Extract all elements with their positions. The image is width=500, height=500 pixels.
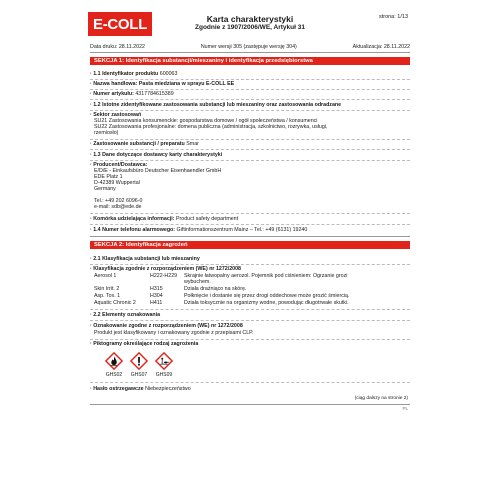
signal-word: · Hasło ostrzegawcze Niebezpieczeństwo: [90, 386, 191, 392]
clp-classification: · Klasyfikacja zgodnie z rozporządzeniem (WE) nr 1272/2008: [90, 266, 242, 272]
version-number: Numer wersji 305 (zastępuje wersję 304): [200, 44, 297, 50]
divider: [90, 99, 410, 100]
producer-country: Germany: [94, 186, 116, 192]
update-date: Aktualizacja: 28.11.2022: [352, 44, 410, 50]
clp-labelling: · Oznakowanie zgodne z rozporządzeniem (WE) nr 1272/2008: [90, 323, 243, 329]
product-identifier: · 1.1 Identyfikator produktu 600063: [90, 71, 178, 77]
divider: [90, 89, 410, 90]
sector-su22: SU22 Zastosowania profesjonalne: domena publiczna (administracja, szkolnictwo, rozrywka, usługi,: [94, 124, 328, 130]
hazard-row: Aerosol 1 H222-H229 Skrajnie łatwopalny aerozol. Pojemnik pod ciśnieniem: Ogrzanie grozi: [94, 273, 348, 279]
label-elements-heading: · 2.2 Elementy oznakowania: [90, 312, 161, 318]
environment-pictogram-icon: [155, 352, 173, 370]
footer-rule: [90, 404, 410, 405]
hazard-row: Aquatic Chronic 2 H411 Działa toksycznie na organizmy wodne, powodując długotrwałe skutki.: [94, 300, 349, 306]
pictogram-label: GHS02: [105, 372, 123, 378]
use-of-substance: · Zastosowanie substancji / preparatu Smar: [90, 141, 199, 147]
divider: [90, 110, 410, 111]
sector-label: · Sektor zastosowań: [90, 112, 142, 118]
pictograms-heading: · Piktogramy określające rodzaj zagrożenia: [90, 341, 199, 347]
header-rule: [90, 52, 410, 53]
producer-email: e-mail: sdb@ede.de: [94, 204, 142, 210]
info-department: · Komórka udzielająca informacji: Product safety department: [90, 216, 239, 222]
divider: [90, 339, 410, 340]
pictogram-label: GHS09: [155, 372, 173, 378]
section-1-bar: SEKCJA 1: Identyfikacja substancji/mieszaniny i identyfikacja przedsiębiorstwa: [90, 57, 410, 65]
section-end-rule: [90, 236, 410, 237]
producer-city: D-42389 Wuppertal: [94, 180, 140, 186]
page-number: strona: 1/13: [378, 14, 408, 20]
meta-row: [90, 44, 410, 50]
sector-su22-cont: rzemiosło): [94, 130, 119, 136]
section-2-bar: SEKCJA 2: Identyfikacja zagrożeń: [90, 241, 410, 249]
divider: [90, 382, 410, 383]
trade-name: · Nazwa handlowa: Pasta miedziana w sprayu E-COLL EE: [90, 81, 235, 87]
emergency-phone: · 1.4 Numer telefonu alarmowego: Giftinformationszentrum Mainz – Tel.: +49 (6131) 19240: [90, 227, 308, 233]
document-subtitle: Zgodnie z 1907/2006/WE, Artykuł 31: [195, 24, 305, 31]
producer-phone: Tel.: +49 202 6096-0: [94, 198, 143, 204]
divider: [90, 320, 410, 321]
producer-street: EDE Platz 1: [94, 174, 123, 180]
producer-name: E/D/E - Einkaufsbüro Deutscher Eisenhaendler GmbH: [94, 168, 222, 174]
divider: [90, 149, 410, 150]
sector-su21: SU21 Zastosowania konsumenckie: gospodarstwa domowe / ogół społeczeństwa / konsumenci: [94, 118, 318, 124]
hazard-row: Asp. Tox. 1 H304 Połknięcie i dostanie się przez drogi oddechowe może grozić śmiercią.: [94, 293, 350, 299]
clp-labelling-text: Produkt jest klasyfikowany i oznakowany zgodnie z przepisami CLP.: [94, 330, 254, 336]
divider: [90, 224, 410, 225]
divider: [90, 309, 410, 310]
document-title: Karta charakterystyki: [206, 14, 294, 24]
hazard-row: wybuchem.: [184, 279, 211, 285]
hazard-row: Skin Irrit. 2 H315 Działa drażniąco na skórę.: [94, 286, 247, 292]
flame-pictogram-icon: [105, 352, 123, 370]
supplier-details-heading: · 1.3 Dane dotyczące dostawcy karty charakterystyki: [90, 152, 223, 158]
ecoll-logo: E-COLL: [88, 12, 152, 36]
divider: [90, 264, 410, 265]
exclamation-pictogram-icon: [130, 352, 148, 370]
article-number: · Numer artykułu: 4317784615389: [90, 91, 174, 97]
divider: [90, 139, 410, 140]
relevant-uses: · 1.2 Istotne zidentyfikowane zastosowania substancji lub mieszaniny oraz zastosowania odradzane: [90, 102, 342, 108]
print-date: Data druku: 28.11.2022: [90, 44, 145, 50]
classification-heading: · 2.1 Klasyfikacja substancji lub mieszaniny: [90, 256, 200, 262]
divider: [90, 160, 410, 161]
language-mark: PL: [402, 406, 408, 411]
divider: [90, 213, 410, 214]
producer-label: · Producent/Dostawca:: [90, 162, 148, 168]
divider: [90, 79, 410, 80]
continued-note: (ciąg dalszy na stronie 2): [354, 396, 408, 401]
pictogram-label: GHS07: [130, 372, 148, 378]
